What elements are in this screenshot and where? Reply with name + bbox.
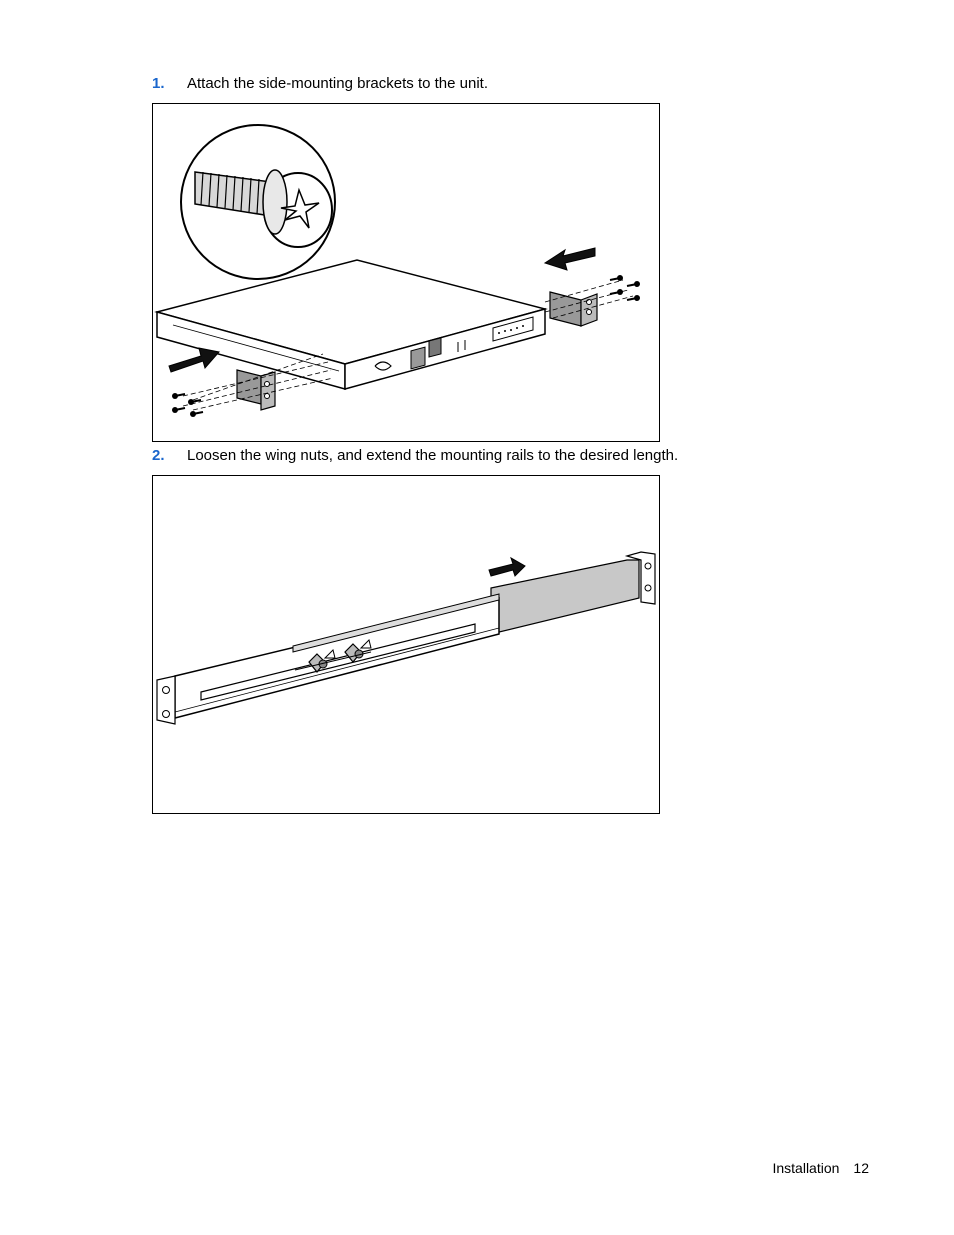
page-footer	[772, 1159, 869, 1177]
extend-arrow-icon	[489, 558, 525, 576]
step-2-text: Loosen the wing nuts, and extend the mounting rails to the desired length.	[187, 447, 679, 464]
unit-chassis-icon	[157, 260, 545, 389]
step-1-text: Attach the side-mounting brackets to the unit.	[187, 75, 489, 92]
step-1	[152, 75, 488, 93]
step-2	[152, 447, 678, 465]
arrow-left-icon	[545, 248, 595, 270]
arrow-right-icon	[169, 348, 219, 372]
bracket-installation-figure	[152, 103, 660, 442]
footer-section: Installation	[772, 1160, 840, 1176]
footer-page-number: 12	[853, 1160, 869, 1176]
mounting-rail-figure	[152, 475, 660, 814]
screw-detail-icon	[181, 125, 335, 279]
mounting-rail-extension-illustration-icon	[153, 476, 659, 813]
bracket-installation-illustration-icon	[153, 104, 659, 441]
right-screws-icon	[610, 275, 640, 301]
step-2-number: 2.	[152, 447, 165, 464]
step-1-number: 1.	[152, 75, 165, 92]
